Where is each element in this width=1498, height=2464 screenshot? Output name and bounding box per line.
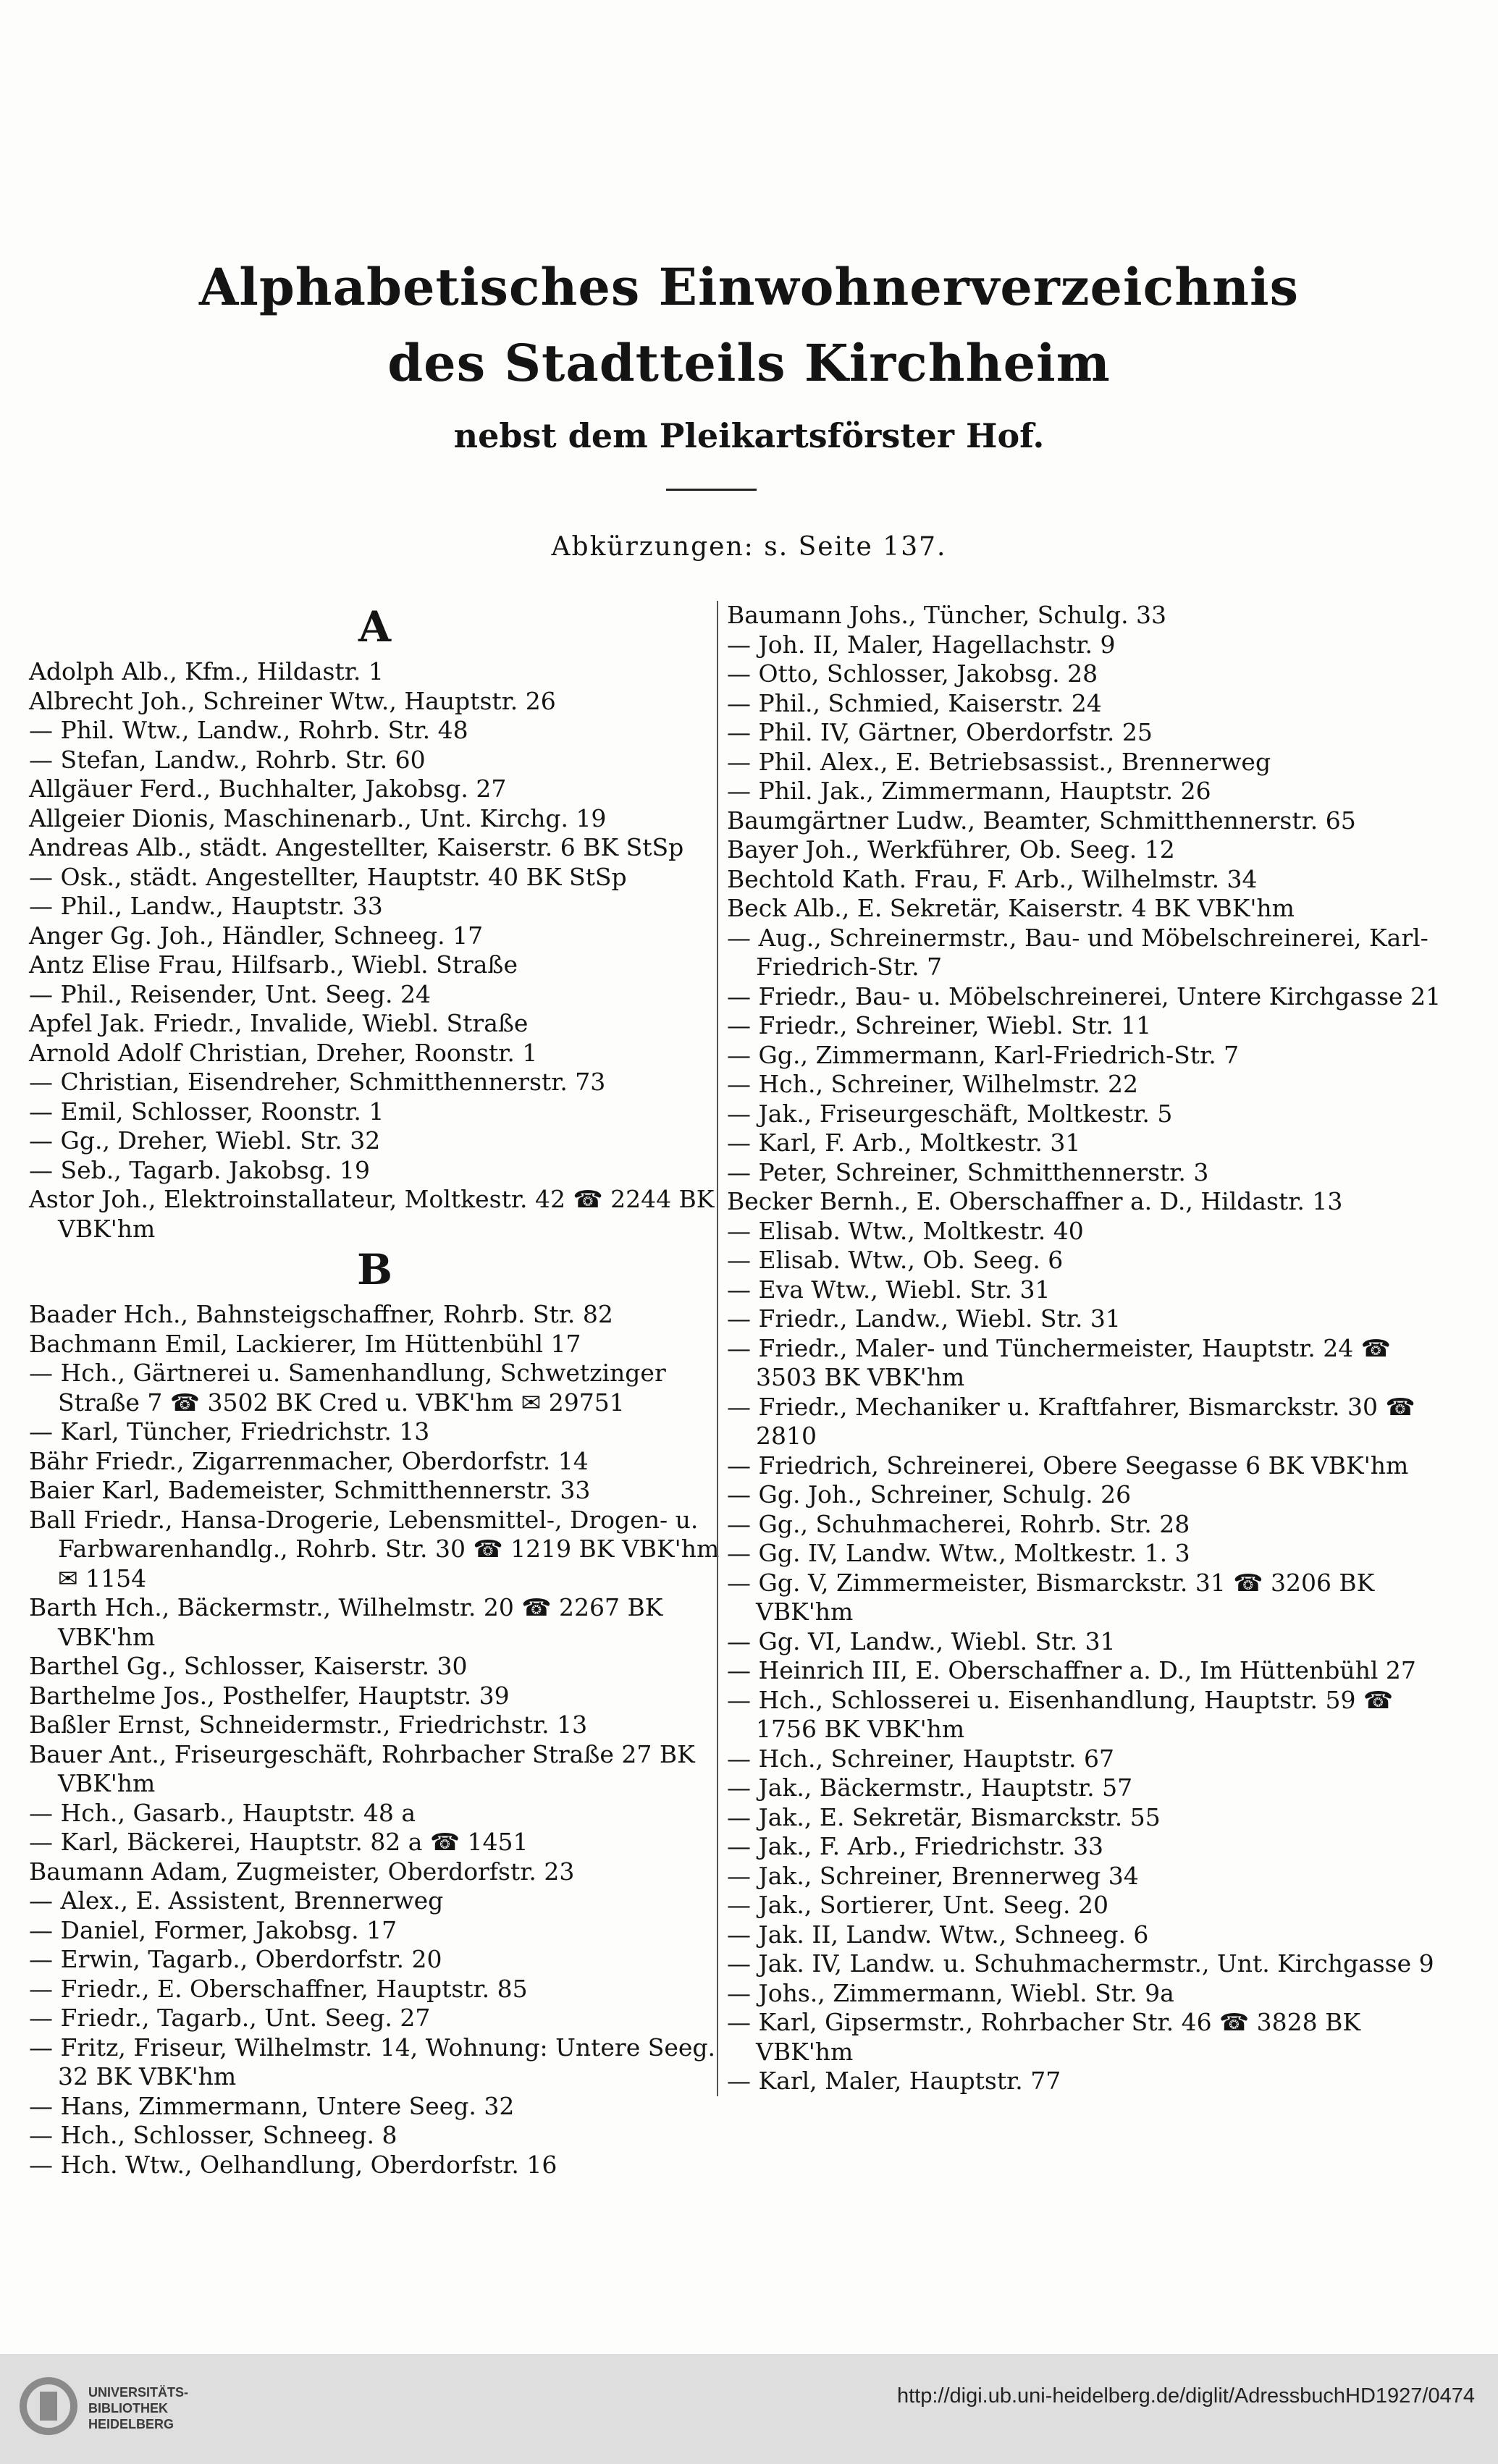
directory-entry: Baier Karl, Bademeister, Schmitthennerstr. 33 [29,1476,591,1504]
section-letter-a: A [358,602,391,651]
directory-entry: — Friedr., E. Oberschaffner, Hauptstr. 85 [29,1974,528,2003]
directory-entry: — Gg. Joh., Schreiner, Schulg. 26 [727,1480,1132,1509]
directory-entry: — Jak. II, Landw. Wtw., Schneeg. 6 [727,1920,1149,1949]
directory-entry: — Friedr., Maler- und Tünchermeister, Hauptstr. 24 ☎ 3503 BK VBK'hm [727,1333,1391,1391]
page-subtitle-2: nebst dem Pleikartsförster Hof. [453,416,1045,455]
directory-entry: — Stefan, Landw., Rohrb. Str. 60 [29,745,426,774]
section-letter-b: B [356,1245,393,1294]
directory-entry: — Phil., Landw., Hauptstr. 33 [29,892,383,920]
right-column [717,601,1458,2096]
entries-a [29,657,720,1244]
directory-entry: — Hch., Gärtnerei u. Samenhandlung, Schwetzinger Straße 7 ☎ 3502 BK Cred u. VBK'hm ✉ 29751 [29,1359,666,1417]
directory-entry: — Emil, Schlosser, Roonstr. 1 [29,1097,384,1126]
directory-entry: — Gg., Schuhmacherei, Rohrb. Str. 28 [727,1509,1190,1538]
directory-entry: Bachmann Emil, Lackierer, Im Hüttenbühl 17 [29,1329,581,1358]
directory-entry: — Elisab. Wtw., Ob. Seeg. 6 [727,1246,1064,1274]
directory-entry: Arnold Adolf Christian, Dreher, Roonstr. 1 [29,1038,538,1067]
directory-entry: Baßler Ernst, Schneidermstr., Friedrichstr. 13 [29,1710,588,1739]
directory-entry: — Hch. Wtw., Oelhandlung, Oberdorfstr. 16 [29,2150,557,2179]
entries-right [727,601,1458,2096]
directory-entry: — Phil. Jak., Zimmermann, Hauptstr. 26 [727,777,1211,805]
directory-entry: Baumann Johs., Tüncher, Schulg. 33 [727,601,1167,629]
directory-entry: — Otto, Schlosser, Jakobsg. 28 [727,659,1098,688]
directory-entry: — Hans, Zimmermann, Untere Seeg. 32 [29,2091,515,2120]
directory-entry: — Gg. V, Zimmermeister, Bismarckstr. 31 ☎ 3206 BK VBK'hm [727,1568,1375,1626]
directory-entry: — Friedrich, Schreinerei, Obere Seegasse 6 BK VBK'hm [727,1451,1409,1480]
directory-entry: Bechtold Kath. Frau, F. Arb., Wilhelmstr. 34 [727,864,1258,893]
university-seal-icon [16,2370,81,2442]
directory-entry: — Friedr., Schreiner, Wiebl. Str. 11 [727,1011,1152,1039]
footer-bar [0,2354,1498,2464]
directory-entry: Bauer Ant., Friseurgeschäft, Rohrbacher Straße 27 BK VBK'hm [29,1739,695,1797]
directory-entry: — Aug., Schreinermstr., Bau- und Möbelschreinerei, Karl-Friedrich-Str. 7 [727,923,1428,981]
directory-entry: — Karl, Tüncher, Friedrichstr. 13 [29,1417,430,1446]
directory-entry: Barth Hch., Bäckermstr., Wilhelmstr. 20 ☎ 2267 BK VBK'hm [29,1593,663,1651]
directory-entry: — Jak., E. Sekretär, Bismarckstr. 55 [727,1802,1161,1831]
title-divider [666,489,757,491]
directory-entry: — Erwin, Tagarb., Oberdorfstr. 20 [29,1945,442,1973]
directory-entry: — Karl, Gipsermstr., Rohrbacher Str. 46 ☎ 3828 BK VBK'hm [727,2008,1361,2066]
directory-entry: — Hch., Gasarb., Hauptstr. 48 a [29,1798,416,1827]
directory-entry: Astor Joh., Elektroinstallateur, Moltkestr. 42 ☎ 2244 BK VBK'hm [29,1185,715,1243]
left-column [29,601,720,2180]
directory-entry: Baader Hch., Bahnsteigschaffner, Rohrb. Str. 82 [29,1300,613,1328]
directory-entry: — Fritz, Friseur, Wilhelmstr. 14, Wohnung: Untere Seeg. 32 BK VBK'hm [29,2033,716,2090]
directory-entry: Baumgärtner Ludw., Beamter, Schmitthennerstr. 65 [727,806,1356,835]
directory-entry: — Johs., Zimmermann, Wiebl. Str. 9a [727,1978,1174,2007]
directory-entry: — Gg., Zimmermann, Karl-Friedrich-Str. 7 [727,1040,1240,1069]
directory-entry: — Christian, Eisendreher, Schmitthennerstr. 73 [29,1068,606,1096]
directory-entry: Ball Friedr., Hansa-Drogerie, Lebensmittel-, Drogen- u. Farbwarenhandlg., Rohrb. Str. 30 ☎ 1219 BK VBK'hm ✉ 1154 [29,1505,720,1592]
directory-entry: — Jak., Sortierer, Unt. Seeg. 20 [727,1891,1108,1919]
directory-entry: — Peter, Schreiner, Schmitthennerstr. 3 [727,1157,1209,1186]
page-subtitle: des Stadtteils Kirchheim [387,333,1111,393]
directory-entry: — Elisab. Wtw., Moltkestr. 40 [727,1216,1084,1245]
directory-entry: — Phil. Alex., E. Betriebsassist., Brennerweg [727,747,1271,776]
directory-entry: Beck Alb., E. Sekretär, Kaiserstr. 4 BK VBK'hm [727,894,1295,922]
directory-entry: Allgäuer Ferd., Buchhalter, Jakobsg. 27 [29,775,507,803]
directory-entry: — Jak., Schreiner, Brennerweg 34 [727,1861,1139,1890]
directory-entry: — Friedr., Mechaniker u. Kraftfahrer, Bismarckstr. 30 ☎ 2810 [727,1392,1415,1450]
directory-entry: — Hch., Schreiner, Hauptstr. 67 [727,1744,1114,1773]
directory-entry: Albrecht Joh., Schreiner Wtw., Hauptstr. 26 [29,686,556,715]
source-url-link[interactable]: http://digi.ub.uni-heidelberg.de/diglit/AdressbuchHD1927/0474 [896,2384,1475,2408]
directory-entry: — Alex., E. Assistent, Brennerweg [29,1886,444,1915]
directory-entry: Bähr Friedr., Zigarrenmacher, Oberdorfstr. 14 [29,1446,589,1475]
directory-entry: Antz Elise Frau, Hilfsarb., Wiebl. Straße [29,950,518,979]
directory-entry: — Gg., Dreher, Wiebl. Str. 32 [29,1126,381,1155]
directory-entry: — Phil., Schmied, Kaiserstr. 24 [727,688,1102,717]
directory-entry: — Hch., Schlosserei u. Eisenhandlung, Hauptstr. 59 ☎ 1756 BK VBK'hm [727,1685,1394,1743]
directory-entry: Adolph Alb., Kfm., Hildastr. 1 [29,657,384,685]
directory-entry: — Karl, Bäckerei, Hauptstr. 82 a ☎ 1451 [29,1828,529,1856]
directory-entry: — Phil., Reisender, Unt. Seeg. 24 [29,979,432,1008]
directory-entry: — Phil. Wtw., Landw., Rohrb. Str. 48 [29,716,468,744]
directory-entry: — Jak. IV, Landw. u. Schuhmachermstr., Unt. Kirchgasse 9 [727,1949,1434,1978]
directory-entry: — Osk., städt. Angestellter, Hauptstr. 40 BK StSp [29,862,627,891]
directory-entry: — Jak., Friseurgeschäft, Moltkestr. 5 [727,1099,1173,1128]
directory-entry: — Jak., F. Arb., Friedrichstr. 33 [727,1832,1104,1860]
directory-entry: Andreas Alb., städt. Angestellter, Kaiserstr. 6 BK StSp [29,833,684,861]
directory-entry: — Karl, F. Arb., Moltkestr. 31 [727,1128,1081,1157]
directory-entry: Allgeier Dionis, Maschinenarb., Unt. Kirchg. 19 [29,803,607,832]
directory-entry: — Daniel, Former, Jakobsg. 17 [29,1915,397,1944]
directory-entry: Bayer Joh., Werkführer, Ob. Seeg. 12 [727,835,1175,864]
directory-entry: — Heinrich III, E. Oberschaffner a. D., Im Hüttenbühl 27 [727,1656,1416,1684]
directory-entry: — Hch., Schreiner, Wilhelmstr. 22 [727,1070,1138,1098]
abbreviations-note: Abkürzungen: s. Seite 137. [551,532,947,562]
directory-entry: — Friedr., Bau- u. Möbelschreinerei, Untere Kirchgasse 21 [727,982,1442,1011]
directory-entry: Barthel Gg., Schlosser, Kaiserstr. 30 [29,1652,468,1680]
directory-entry: — Seb., Tagarb. Jakobsg. 19 [29,1155,370,1184]
directory-entry: — Jak., Bäckermstr., Hauptstr. 57 [727,1773,1133,1802]
directory-entry: Anger Gg. Joh., Händler, Schneeg. 17 [29,921,484,950]
library-name: UNIVERSITÄTS- BIBLIOTHEK HEIDELBERG [88,2385,189,2431]
entries-b [29,1300,720,2180]
directory-entry: — Gg. IV, Landw. Wtw., Moltkestr. 1. 3 [727,1539,1190,1567]
directory-entry: — Friedr., Tagarb., Unt. Seeg. 27 [29,2004,431,2032]
directory-entry: — Joh. II, Maler, Hagellachstr. 9 [727,630,1116,659]
directory-entry: Apfel Jak. Friedr., Invalide, Wiebl. Straße [29,1009,529,1037]
directory-entry: — Friedr., Landw., Wiebl. Str. 31 [727,1304,1121,1333]
directory-entry: Becker Bernh., E. Oberschaffner a. D., Hildastr. 13 [727,1187,1343,1215]
directory-entry: — Karl, Maler, Hauptstr. 77 [727,2067,1061,2095]
page-title: Alphabetisches Einwohnerverzeichnis [198,257,1300,317]
directory-entry: Baumann Adam, Zugmeister, Oberdorfstr. 23 [29,1857,575,1886]
directory-entry: — Gg. VI, Landw., Wiebl. Str. 31 [727,1627,1116,1655]
directory-entry: — Phil. IV, Gärtner, Oberdorfstr. 25 [727,718,1153,746]
directory-entry: — Hch., Schlosser, Schneeg. 8 [29,2121,397,2149]
directory-entry: — Eva Wtw., Wiebl. Str. 31 [727,1275,1051,1304]
directory-entry: Barthelme Jos., Posthelfer, Hauptstr. 39 [29,1681,510,1710]
